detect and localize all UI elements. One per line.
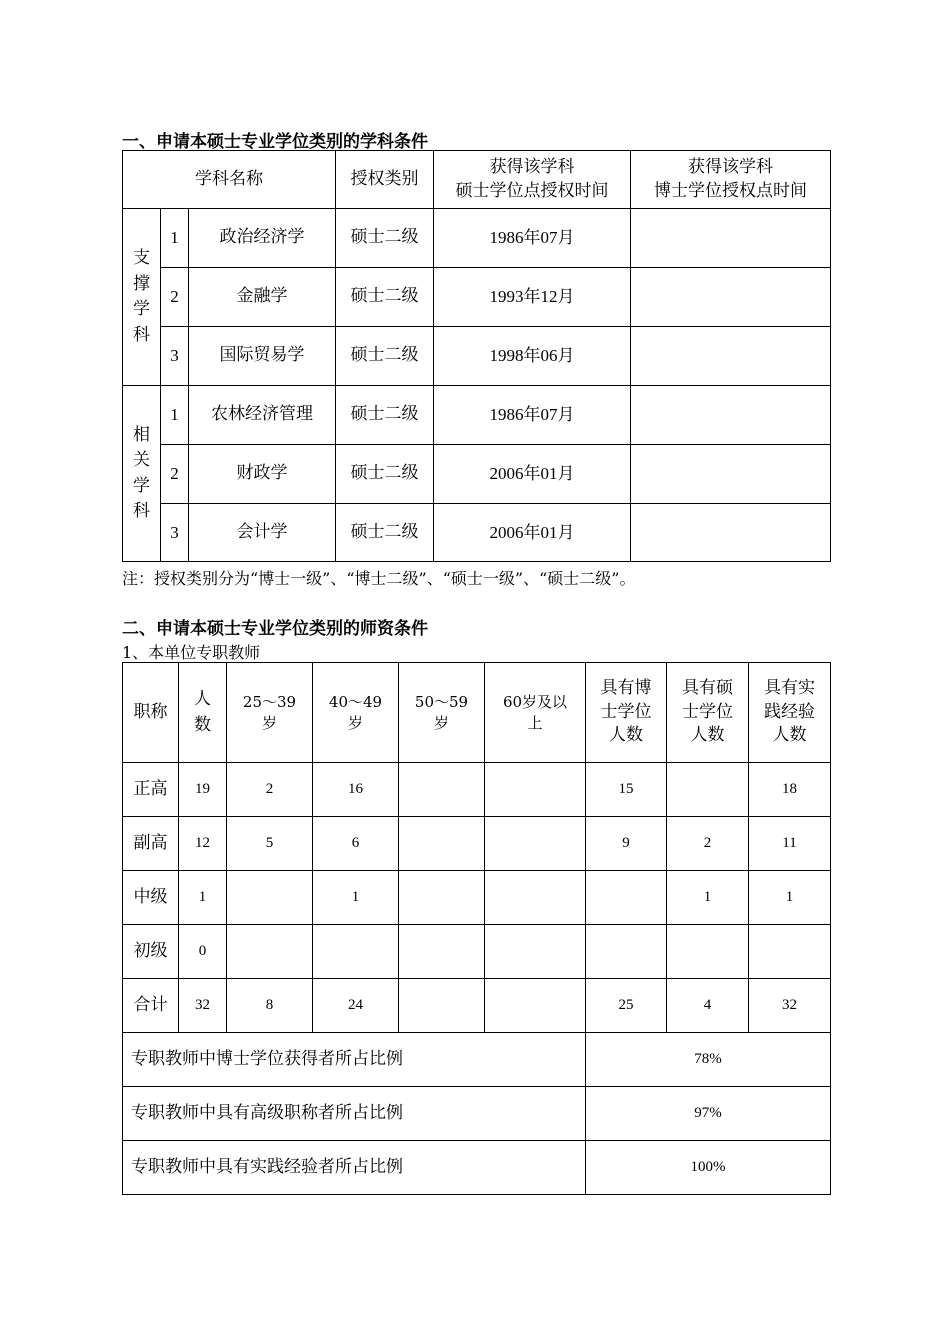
- master-time: 1986年07月: [434, 209, 631, 268]
- doctor-time: [631, 268, 831, 327]
- group-label: [123, 386, 161, 562]
- phd-count: 15: [586, 763, 667, 817]
- section1-title: 一、申请本硕士专业学位类别的学科条件: [122, 132, 428, 152]
- header-phd: [586, 663, 667, 763]
- practice-count: 32: [749, 979, 831, 1033]
- rank: 正高: [123, 763, 179, 817]
- practice-count: 18: [749, 763, 831, 817]
- master-time: 1986年07月: [434, 386, 631, 445]
- age-50-59: [399, 763, 485, 817]
- count: 1: [179, 871, 227, 925]
- count: 32: [179, 979, 227, 1033]
- faculty-total-row: [123, 979, 831, 1033]
- age-60-plus: [485, 871, 586, 925]
- practice-count: 1: [749, 871, 831, 925]
- header-master-line1: 获得该学科: [489, 156, 575, 177]
- header-count-text: 人数: [194, 689, 211, 735]
- ratio-row: [123, 1087, 831, 1141]
- header-doctor-line1: 获得该学科: [688, 156, 773, 177]
- auth-type: 硕士二级: [336, 268, 434, 327]
- auth-type-note: 注：授权类别分为“博士一级”、“博士二级”、“硕士一级”、“硕士二级”。: [122, 569, 636, 588]
- phd-count: 25: [586, 979, 667, 1033]
- faculty-row: [123, 871, 831, 925]
- ratio-label: 专职教师中博士学位获得者所占比例: [123, 1033, 586, 1087]
- phd-count: [586, 871, 667, 925]
- rank: 初级: [123, 925, 179, 979]
- auth-type: 硕士二级: [336, 386, 434, 445]
- subject-name: 农林经济管理: [189, 386, 336, 445]
- age-60-plus: [485, 817, 586, 871]
- faculty-row: [123, 763, 831, 817]
- doctor-time: [631, 386, 831, 445]
- count: 19: [179, 763, 227, 817]
- ratio-row: [123, 1033, 831, 1087]
- age-25-39: 5: [227, 817, 313, 871]
- subject-name: 财政学: [189, 445, 336, 504]
- header-master-text: 具有硕士学位人数: [682, 677, 733, 746]
- header-age-50-59-text: 50～59岁: [414, 692, 469, 732]
- age-60-plus: [485, 925, 586, 979]
- header-age-40-49: [313, 663, 399, 763]
- auth-type: 硕士二级: [336, 504, 434, 562]
- master-count: [667, 763, 749, 817]
- header-master-line2: 硕士学位点授权时间: [455, 180, 609, 201]
- ratio-label: 专职教师中具有实践经验者所占比例: [123, 1141, 586, 1195]
- row-number: 3: [161, 504, 189, 562]
- age-50-59: [399, 871, 485, 925]
- subject-name: 金融学: [189, 268, 336, 327]
- header-master-time: [434, 151, 631, 209]
- master-count: 4: [667, 979, 749, 1033]
- age-50-59: [399, 925, 485, 979]
- header-age-60-plus-text: 60岁及以上: [502, 692, 568, 732]
- faculty-row: [123, 925, 831, 979]
- row-number: 2: [161, 268, 189, 327]
- header-master: [667, 663, 749, 763]
- ratio-value: 78%: [586, 1033, 831, 1087]
- header-age-40-49-text: 40～49岁: [328, 692, 383, 732]
- header-practice: [749, 663, 831, 763]
- ratio-row: [123, 1141, 831, 1195]
- age-25-39: 8: [227, 979, 313, 1033]
- age-40-49: 6: [313, 817, 399, 871]
- master-time: 1993年12月: [434, 268, 631, 327]
- group-label-text: 相关学科: [133, 424, 150, 521]
- master-count: 2: [667, 817, 749, 871]
- group-label: [123, 209, 161, 386]
- doctor-time: [631, 504, 831, 562]
- rank: 副高: [123, 817, 179, 871]
- age-40-49: 24: [313, 979, 399, 1033]
- row-number: 1: [161, 386, 189, 445]
- header-subject-name: 学科名称: [123, 151, 336, 209]
- group-support: [123, 209, 831, 386]
- faculty-row: [123, 817, 831, 871]
- header-doctor-line2: 博士学位授权点时间: [654, 180, 807, 201]
- rank: 合计: [123, 979, 179, 1033]
- age-50-59: [399, 979, 485, 1033]
- count: 0: [179, 925, 227, 979]
- age-25-39: 2: [227, 763, 313, 817]
- auth-type: 硕士二级: [336, 445, 434, 504]
- subject-name: 会计学: [189, 504, 336, 562]
- header-age-25-39-text: 25～39岁: [242, 692, 297, 732]
- rank: 中级: [123, 871, 179, 925]
- doctor-time: [631, 445, 831, 504]
- doctor-time: [631, 209, 831, 268]
- age-60-plus: [485, 979, 586, 1033]
- subject-name: 国际贸易学: [189, 327, 336, 386]
- master-time: 2006年01月: [434, 504, 631, 562]
- header-practice-text: 具有实践经验人数: [764, 677, 815, 746]
- header-age-60-plus: [485, 663, 586, 763]
- subject-table: [122, 150, 831, 562]
- header-auth-type: 授权类别: [336, 151, 434, 209]
- master-count: [667, 925, 749, 979]
- section2-title: 二、申请本硕士专业学位类别的师资条件: [122, 619, 428, 639]
- row-number: 1: [161, 209, 189, 268]
- age-40-49: 1: [313, 871, 399, 925]
- ratio-value: 97%: [586, 1087, 831, 1141]
- ratio-label: 专职教师中具有高级职称者所占比例: [123, 1087, 586, 1141]
- faculty-table: [122, 662, 831, 1195]
- group-label-text: 支撑学科: [133, 248, 150, 345]
- group-related: [123, 386, 831, 562]
- faculty-header-row: [123, 663, 831, 763]
- master-time: 1998年06月: [434, 327, 631, 386]
- phd-count: [586, 925, 667, 979]
- age-40-49: 16: [313, 763, 399, 817]
- auth-type: 硕士二级: [336, 209, 434, 268]
- header-rank: 职称: [123, 663, 179, 763]
- age-25-39: [227, 925, 313, 979]
- header-doctor-time: [631, 151, 831, 209]
- count: 12: [179, 817, 227, 871]
- age-25-39: [227, 871, 313, 925]
- phd-count: 9: [586, 817, 667, 871]
- header-age-25-39: [227, 663, 313, 763]
- master-count: 1: [667, 871, 749, 925]
- header-phd-text: 具有博士学位人数: [600, 677, 652, 746]
- ratio-value: 100%: [586, 1141, 831, 1195]
- doctor-time: [631, 327, 831, 386]
- age-60-plus: [485, 763, 586, 817]
- subject-name: 政治经济学: [189, 209, 336, 268]
- practice-count: 11: [749, 817, 831, 871]
- row-number: 3: [161, 327, 189, 386]
- header-age-50-59: [399, 663, 485, 763]
- age-50-59: [399, 817, 485, 871]
- master-time: 2006年01月: [434, 445, 631, 504]
- section2-subtitle: 1、本单位专职教师: [122, 643, 261, 662]
- header-count: [179, 663, 227, 763]
- practice-count: [749, 925, 831, 979]
- age-40-49: [313, 925, 399, 979]
- auth-type: 硕士二级: [336, 327, 434, 386]
- row-number: 2: [161, 445, 189, 504]
